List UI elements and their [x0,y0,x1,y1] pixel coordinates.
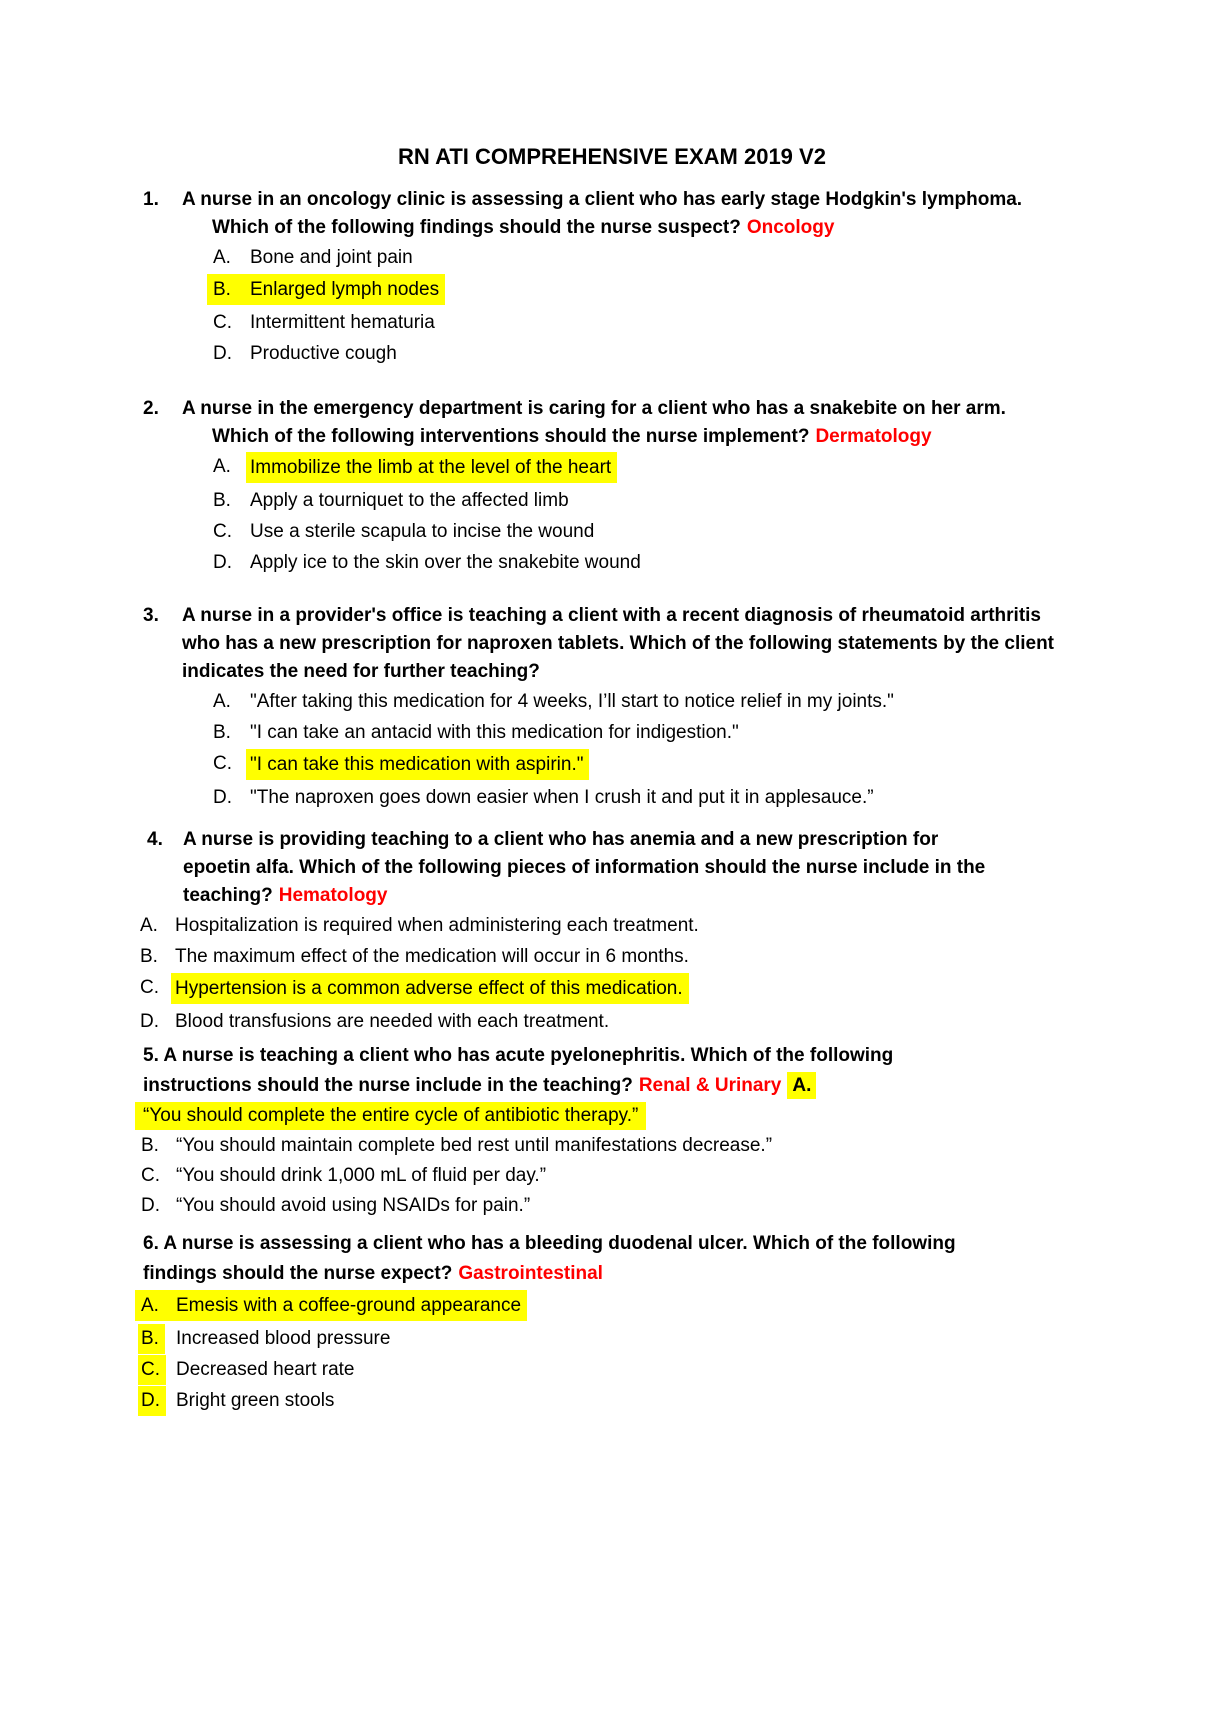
option-letter: B. [213,279,231,300]
option-row-highlighted [141,1289,1224,1323]
option-row [213,516,1224,547]
option-row [213,547,1224,578]
option-row [141,1354,1224,1385]
option-letter: C. [213,521,232,542]
options-list [0,910,1224,1037]
option-text: "I can take this medication with aspirin." [246,749,589,780]
option-letter: A. [213,456,231,477]
option-row [140,910,1224,941]
question-3 [0,602,1224,813]
option-text: Blood transfusions are needed with each treatment. [175,1011,610,1032]
option-letter: D. [213,552,232,573]
option-text: Enlarged lymph nodes [250,274,445,305]
option-row [213,485,1224,516]
option-letter-box [140,1006,175,1037]
question-5 [0,1041,1224,1221]
option-row [213,307,1224,338]
highlighted-answer-text: “You should complete the entire cycle of antibiotic therapy.” [135,1102,646,1130]
option-letter: B. [141,1135,159,1156]
option-letter: C. [141,1165,160,1186]
option-letter-box [141,1161,176,1191]
question-stem-line: indicates the need for further teaching? [182,661,540,682]
option-letter-box [141,1323,176,1354]
option-text: "After taking this medication for 4 weeks, I’ll start to notice relief in my joints." [250,691,894,712]
option-text: “You should drink 1,000 mL of fluid per day.” [176,1165,547,1186]
option-letter: B. [213,490,231,511]
option-row [141,1161,1224,1191]
option-text: Emesis with a coffee-ground appearance [176,1290,527,1321]
question-number: 1. [143,189,159,210]
option-letter: D. [141,1195,160,1216]
option-letter-box [141,1191,176,1221]
option-letter-box [140,941,175,972]
option-row [141,1323,1224,1354]
question-stem-text: instructions should the nurse include in the teaching? [143,1075,633,1096]
option-letter-box [140,910,175,941]
highlighted-answer-letter: A. [787,1072,816,1099]
question-6 [0,1229,1224,1416]
question-stem-line [0,214,1224,242]
option-letter: D. [140,1011,159,1032]
option-letter: A. [141,1295,159,1316]
question-stem-line [0,186,1224,214]
question-stem-text: A nurse in an oncology clinic is assessing a client who has early stage Hodgkin's lymphoma. [182,189,1023,210]
question-stem-line: 5. A nurse is teaching a client who has acute pyelonephritis. Which of the following [143,1045,894,1066]
options-list [0,1289,1224,1416]
option-text: Bone and joint pain [250,247,413,268]
question-stem-line: 6. A nurse is assessing a client who has a bleeding duodenal ulcer. Which of the following [143,1233,956,1254]
category-label: Hematology [278,885,388,906]
question-2 [0,395,1224,578]
option-text: Hypertension is a common adverse effect of this medication. [171,973,689,1004]
option-text: Hospitalization is required when administering each treatment. [175,915,699,936]
category-label: Dermatology [815,426,932,447]
option-letter: D. [138,1386,166,1416]
option-letter-box [213,242,250,273]
option-row-highlighted [213,451,1224,485]
option-row [141,1191,1224,1221]
question-stem-line [0,826,1224,854]
options-list [0,451,1224,578]
question-1 [0,186,1224,369]
option-text: "The naproxen goes down easier when I crush it and put it in applesauce.” [250,787,874,808]
option-letter-box [213,451,250,485]
question-stem-line [0,602,1224,630]
option-row [213,782,1224,813]
options-list [0,686,1224,813]
option-text: Bright green stools [176,1390,335,1411]
option-text: Use a sterile scapula to incise the wound [250,521,595,542]
category-label: Gastrointestinal [458,1263,603,1284]
option-row [213,686,1224,717]
question-stem-text: findings should the nurse expect? [143,1263,453,1284]
option-letter: C. [213,753,232,774]
option-letter: C. [213,312,232,333]
option-letter-box [213,782,250,813]
question-number: 3. [143,605,159,626]
question-stem-text: A nurse in a provider's office is teaching a client with a recent diagnosis of rheumatoid arthritis [182,605,1041,626]
option-letter: D. [213,787,232,808]
option-letter-box [213,748,250,782]
option-letter: C. [138,1355,166,1385]
option-letter-box [213,547,250,578]
option-row [140,941,1224,972]
question-stem-text: Which of the following findings should the nurse suspect? [212,217,741,238]
option-row [213,717,1224,748]
option-letter-box [141,1385,176,1416]
option-row-highlighted [140,972,1224,1006]
highlighted-answer-line [0,1101,1224,1131]
option-letter-box [213,717,250,748]
question-number: 2. [143,398,159,419]
option-text: “You should maintain complete bed rest until manifestations decrease.” [176,1135,773,1156]
option-letter: B. [138,1324,165,1354]
question-stem-line: who has a new prescription for naproxen tablets. Which of the following statements by the client [182,633,1054,654]
option-letter-box [213,485,250,516]
option-row [140,1006,1224,1037]
option-letter: C. [140,977,159,998]
options-list [0,242,1224,369]
option-letter-box [141,1131,176,1161]
option-text: The maximum effect of the medication will occur in 6 months. [175,946,689,967]
question-number: 4. [147,829,163,850]
question-stem-text: teaching? [183,885,273,906]
option-text: "I can take an antacid with this medication for indigestion." [250,722,739,743]
question-stem-text: A nurse in the emergency department is caring for a client who has a snakebite on her arm. [182,398,1006,419]
option-letter-box [135,1290,176,1321]
option-letter: A. [213,247,231,268]
question-stem-line [0,395,1224,423]
question-stem-line [0,882,1224,910]
option-letter-box [213,307,250,338]
option-text: Intermittent hematuria [250,312,435,333]
option-row-highlighted [213,273,1224,307]
option-letter: A. [213,691,231,712]
option-text: “You should avoid using NSAIDs for pain.” [176,1195,531,1216]
option-letter: B. [213,722,231,743]
question-stem-line: epoetin alfa. Which of the following pieces of information should the nurse include in the [183,857,986,878]
options-list [0,1131,1224,1221]
question-stem-text: Which of the following interventions should the nurse implement? [212,426,810,447]
option-text: Decreased heart rate [176,1359,355,1380]
option-row [213,338,1224,369]
option-letter-box [213,516,250,547]
question-stem-line [0,1259,1224,1289]
option-row [141,1385,1224,1416]
option-row-highlighted [213,748,1224,782]
question-4 [0,826,1224,1037]
question-stem-line [0,1071,1224,1101]
option-text: Apply ice to the skin over the snakebite wound [250,552,641,573]
option-letter: A. [140,915,158,936]
category-label: Renal & Urinary [638,1075,782,1096]
option-row [213,242,1224,273]
question-stem-text: A nurse is providing teaching to a client who has anemia and a new prescription for [183,829,939,850]
question-stem-line [0,423,1224,451]
option-text: Productive cough [250,343,397,364]
option-letter-box [213,338,250,369]
option-text: Increased blood pressure [176,1328,391,1349]
option-letter-box [141,1354,176,1385]
option-row [141,1131,1224,1161]
option-letter-box [140,972,175,1006]
option-letter-box [213,686,250,717]
option-letter-box [207,274,250,305]
exam-title: RN ATI COMPREHENSIVE EXAM 2019 V2 [398,144,826,169]
category-label: Oncology [746,217,835,238]
option-text: Apply a tourniquet to the affected limb [250,490,569,511]
option-letter: D. [213,343,232,364]
option-text: Immobilize the limb at the level of the heart [246,452,617,483]
option-letter: B. [140,946,158,967]
